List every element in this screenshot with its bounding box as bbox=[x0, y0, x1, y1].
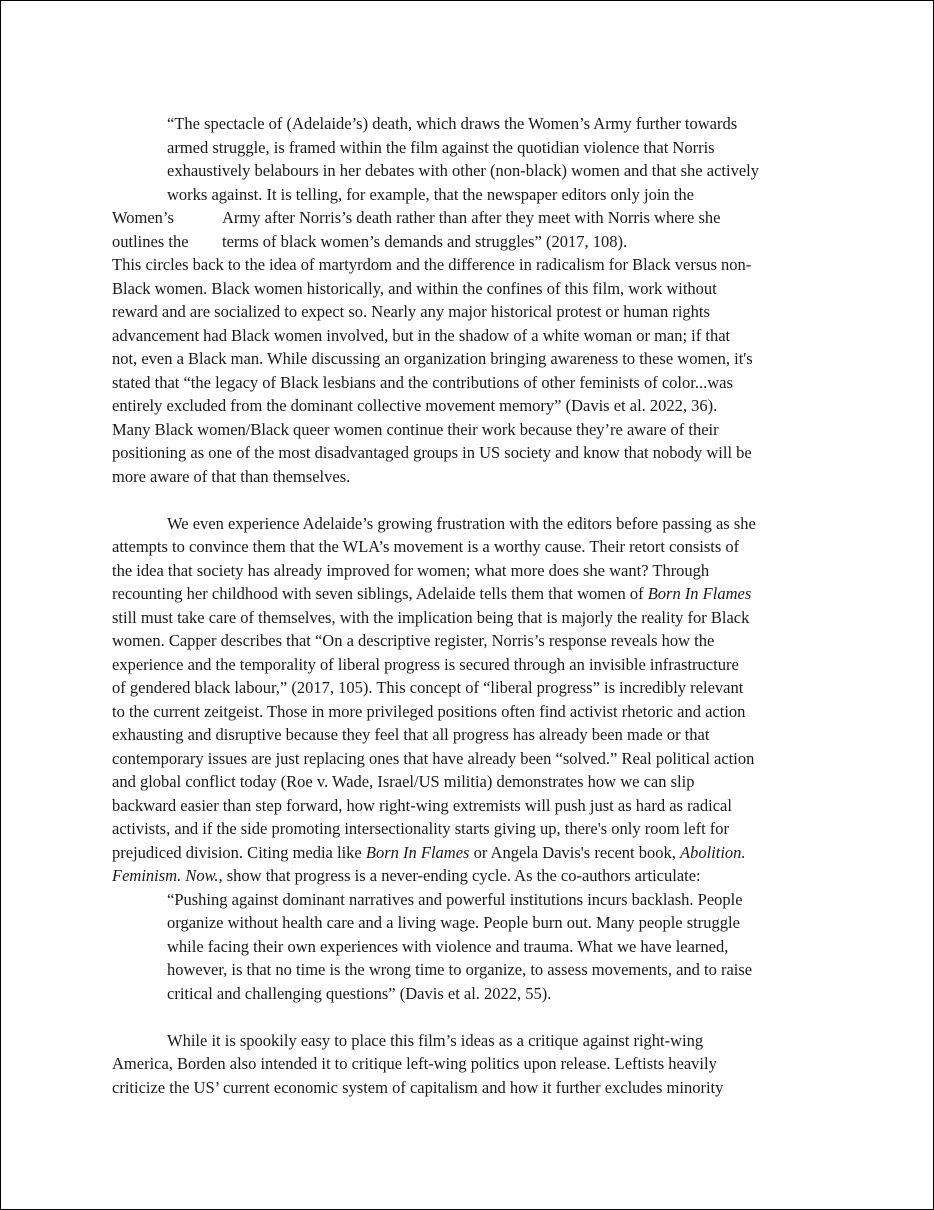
text-line: Black women. Black women historically, and within the confines of this film, work without bbox=[112, 278, 717, 298]
quote-line: works against. It is telling, for example, that the newspaper editors only join the bbox=[167, 184, 694, 204]
text-line: criticize the US’ current economic system of capitalism and how it further excludes minority bbox=[112, 1077, 724, 1097]
quote-line: critical and challenging questions” (Davis et al. 2022, 55). bbox=[167, 983, 552, 1003]
text-line: experience and the temporality of liberal progress is secured through an invisible infrastructure bbox=[112, 654, 739, 674]
text-line: entirely excluded from the dominant collective movement memory” (Davis et al. 2022, 36). bbox=[112, 396, 718, 415]
text-line: not, even a Black man. While discussing an organization bringing awareness to these women, it's bbox=[112, 349, 753, 368]
quote-line: while facing their own experiences with violence and trauma. What we have learned, bbox=[167, 936, 729, 956]
text-line: women. Capper describes that “On a descriptive register, Norris’s response reveals how the bbox=[112, 631, 715, 650]
text-run: or Angela Davis's recent book, bbox=[469, 842, 680, 862]
quote-line: Army after Norris’s death rather than after they meet with Norris where she bbox=[222, 208, 721, 227]
book-title: Abolition. bbox=[680, 842, 746, 862]
text-line: backward easier than step forward, how right-wing extremists will push just as hard as radical bbox=[112, 795, 732, 815]
text-line: still must take care of themselves, with the implication being that is majorly the reality for Black bbox=[112, 607, 750, 627]
quote-line: however, is that no time is the wrong time to organize, to assess movements, and to raise bbox=[167, 960, 753, 979]
text-run: prejudiced division. Citing media like bbox=[112, 842, 366, 862]
quote-overflow-text: Women’s bbox=[112, 208, 174, 227]
text-line bbox=[112, 841, 746, 865]
text-line: activists, and if the side promoting intersectionality starts giving up, there's only room left for bbox=[112, 819, 730, 838]
text-line: advancement had Black women involved, but in the shadow of a white woman or man; if that bbox=[112, 325, 731, 345]
book-title: Feminism. Now., bbox=[112, 866, 223, 885]
text-line: While it is spookily easy to place this film’s ideas as a critique against right-wing bbox=[167, 1030, 704, 1050]
text-run: recounting her childhood with seven siblings, Adelaide tells them that women of bbox=[112, 584, 648, 603]
text-line: This circles back to the idea of martyrdom and the difference in radicalism for Black versus non- bbox=[112, 255, 752, 274]
film-title: Born In Flames bbox=[647, 584, 752, 603]
text-line: stated that “the legacy of Black lesbians and the contributions of other feminists of color...was bbox=[112, 372, 733, 392]
film-title: Born In Flames bbox=[365, 842, 470, 862]
text-line: attempts to convince them that the WLA’s movement is a worthy cause. Their retort consists of bbox=[112, 537, 740, 556]
text-line: to the current zeitgeist. Those in more privileged positions often find activist rhetoric and action bbox=[112, 701, 746, 721]
text-line: of gendered black labour,” (2017, 105). This concept of “liberal progress” is incredibly relevant bbox=[112, 678, 744, 697]
quote-overflow-text: outlines the bbox=[112, 231, 189, 251]
text-line: more aware of that than themselves. bbox=[112, 466, 351, 486]
text-line: and global conflict today (Roe v. Wade, Israel/US militia) demonstrates how we can slip bbox=[112, 772, 695, 791]
text-line: reward and are socialized to expect so. Nearly any major historical protest or human rights bbox=[112, 302, 710, 321]
quote-line: exhaustively belabours in her debates with other (non-black) women and that she actively bbox=[167, 161, 759, 180]
quote-line: “Pushing against dominant narratives and powerful institutions incurs backlash. People bbox=[167, 889, 743, 909]
text-line: positioning as one of the most disadvantaged groups in US society and know that nobody will be bbox=[112, 443, 752, 462]
text-line: the idea that society has already improved for women; what more does she want? Through bbox=[112, 560, 710, 580]
text-run: show that progress is a never-ending cycle. As the co-authors articulate: bbox=[222, 866, 701, 885]
text-line: Many Black women/Black queer women continue their work because they’re aware of their bbox=[112, 419, 719, 439]
quote-line: organize without health care and a living wage. People burn out. Many people struggle bbox=[167, 913, 740, 932]
quote-line: “The spectacle of (Adelaide’s) death, which draws the Women’s Army further towards bbox=[167, 114, 738, 133]
text-line: contemporary issues are just replacing ones that have already been “solved.” Real political action bbox=[112, 748, 755, 768]
text-line: We even experience Adelaide’s growing frustration with the editors before passing as she bbox=[167, 513, 756, 533]
quote-line: armed struggle, is framed within the film against the quotidian violence that Norris bbox=[167, 137, 715, 157]
text-line bbox=[112, 864, 701, 888]
text-line: America, Borden also intended it to critique left-wing politics upon release. Leftists heavily bbox=[112, 1054, 717, 1073]
text-line bbox=[112, 582, 751, 606]
text-line: exhausting and disruptive because they feel that all progress has already been made or that bbox=[112, 725, 710, 744]
quote-line: terms of black women’s demands and struggles” (2017, 108). bbox=[222, 231, 628, 251]
